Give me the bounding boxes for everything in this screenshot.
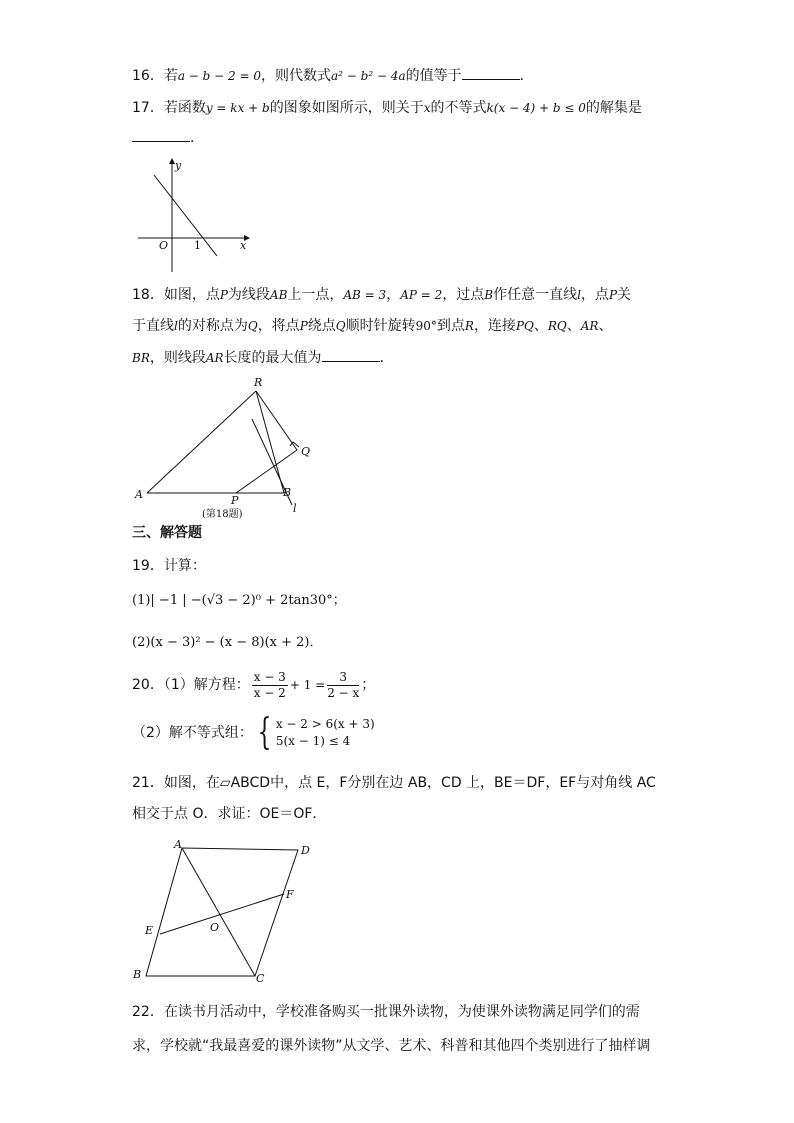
point-R-label: R [254, 376, 263, 389]
parallelogram-ABCD [146, 848, 298, 976]
question-18-line-3: BR，则线段AR长度的最大值为 ． [132, 350, 394, 366]
question-17-blank-line: ． [132, 128, 204, 148]
question-21-line-1: 21．如图，在▱ABCD中，点 E，F分别在边 AB，CD 上，BE＝DF，EF与对角线 AC [132, 775, 656, 791]
point-E-label: E [145, 924, 154, 937]
point-F-label: F [286, 888, 294, 901]
question-21-line-2: 相交于点 O．求证：OE＝OF． [132, 806, 327, 822]
point-B-label: B [133, 968, 142, 981]
question-22-line-2: 求，学校就“我最喜爱的课外读物”从文学、艺术、科普和其他四个类别进行了抽样调 [132, 1038, 651, 1054]
answer-blank[interactable] [462, 67, 520, 80]
answer-blank[interactable] [132, 129, 190, 142]
figure-caption: (第18题) [202, 509, 243, 520]
inequality-system: x − 2 > 6(x + 3) 5(x − 1) ≤ 4 [275, 717, 375, 748]
question-20-part-2: （2）解不等式组： { x − 2 > 6(x + 3) 5(x − 1) ≤ 4 [132, 712, 375, 753]
question-17: 17．若函数y = kx + b的图象如图所示，则关于x的不等式k(x − 4) + b ≤ 0的解集是 [132, 100, 642, 116]
figure-18-diagram [132, 374, 322, 520]
point-B-label: B [283, 486, 292, 499]
question-19-part-2: (2)(x − 3)² − (x − 8)(x + 2)． [132, 635, 323, 650]
origin-label: O [159, 239, 169, 252]
answer-blank[interactable] [322, 349, 380, 362]
figure-21-parallelogram [128, 836, 328, 986]
point-A-label: A [174, 838, 182, 851]
section-heading: 三、解答题 [132, 525, 202, 541]
question-18-line-1: 18．如图，点P为线段AB上一点，AB = 3，AP = 2，过点B作任意一直线l，点P关 [132, 287, 632, 303]
point-Q-label: Q [301, 445, 311, 458]
question-22-line-1: 22．在读书月活动中，学校准备购买一批课外读物，为使课外读物满足同学们的需 [132, 1004, 640, 1020]
x-axis-label: x [240, 239, 247, 252]
fraction-right: $\frac{3}{2 - x}$ [327, 669, 360, 700]
tick-label-1: 1 [194, 239, 201, 252]
line-l-label: l [293, 502, 297, 515]
question-18-line-2: 于直线l的对称点为Q，将点P绕点Q顺时针旋转90°到点R，连接PQ、RQ、AR、 [132, 318, 613, 334]
point-C-label: C [256, 972, 265, 985]
point-A-label: A [135, 488, 143, 501]
question-19-title: 19．计算： [132, 558, 206, 574]
figure-17-graph [132, 158, 257, 276]
point-P-label: P [231, 494, 239, 507]
point-O-label: O [210, 921, 220, 934]
question-16: 16．若a − b − 2 = 0，则代数式a² − b² − 4a的值等于 ． [132, 68, 534, 84]
fraction-left: $\frac{x - 3}{x - 2}$ [253, 669, 286, 700]
question-19-part-1: (1)| −1 | −(√3 − 2)⁰ + 2tan30°； [132, 593, 346, 608]
point-D-label: D [301, 844, 310, 857]
question-20-part-1: 20．（1）解方程： $\frac{x - 3}{x - 2}$ + 1 = $\frac{3}{2 - x}$ ； [132, 669, 376, 700]
segment-EF [160, 894, 284, 934]
diagonal-AC [182, 848, 255, 976]
segment-AR [147, 391, 256, 493]
y-axis-label: y [175, 159, 182, 172]
brace-icon: { [257, 712, 272, 753]
